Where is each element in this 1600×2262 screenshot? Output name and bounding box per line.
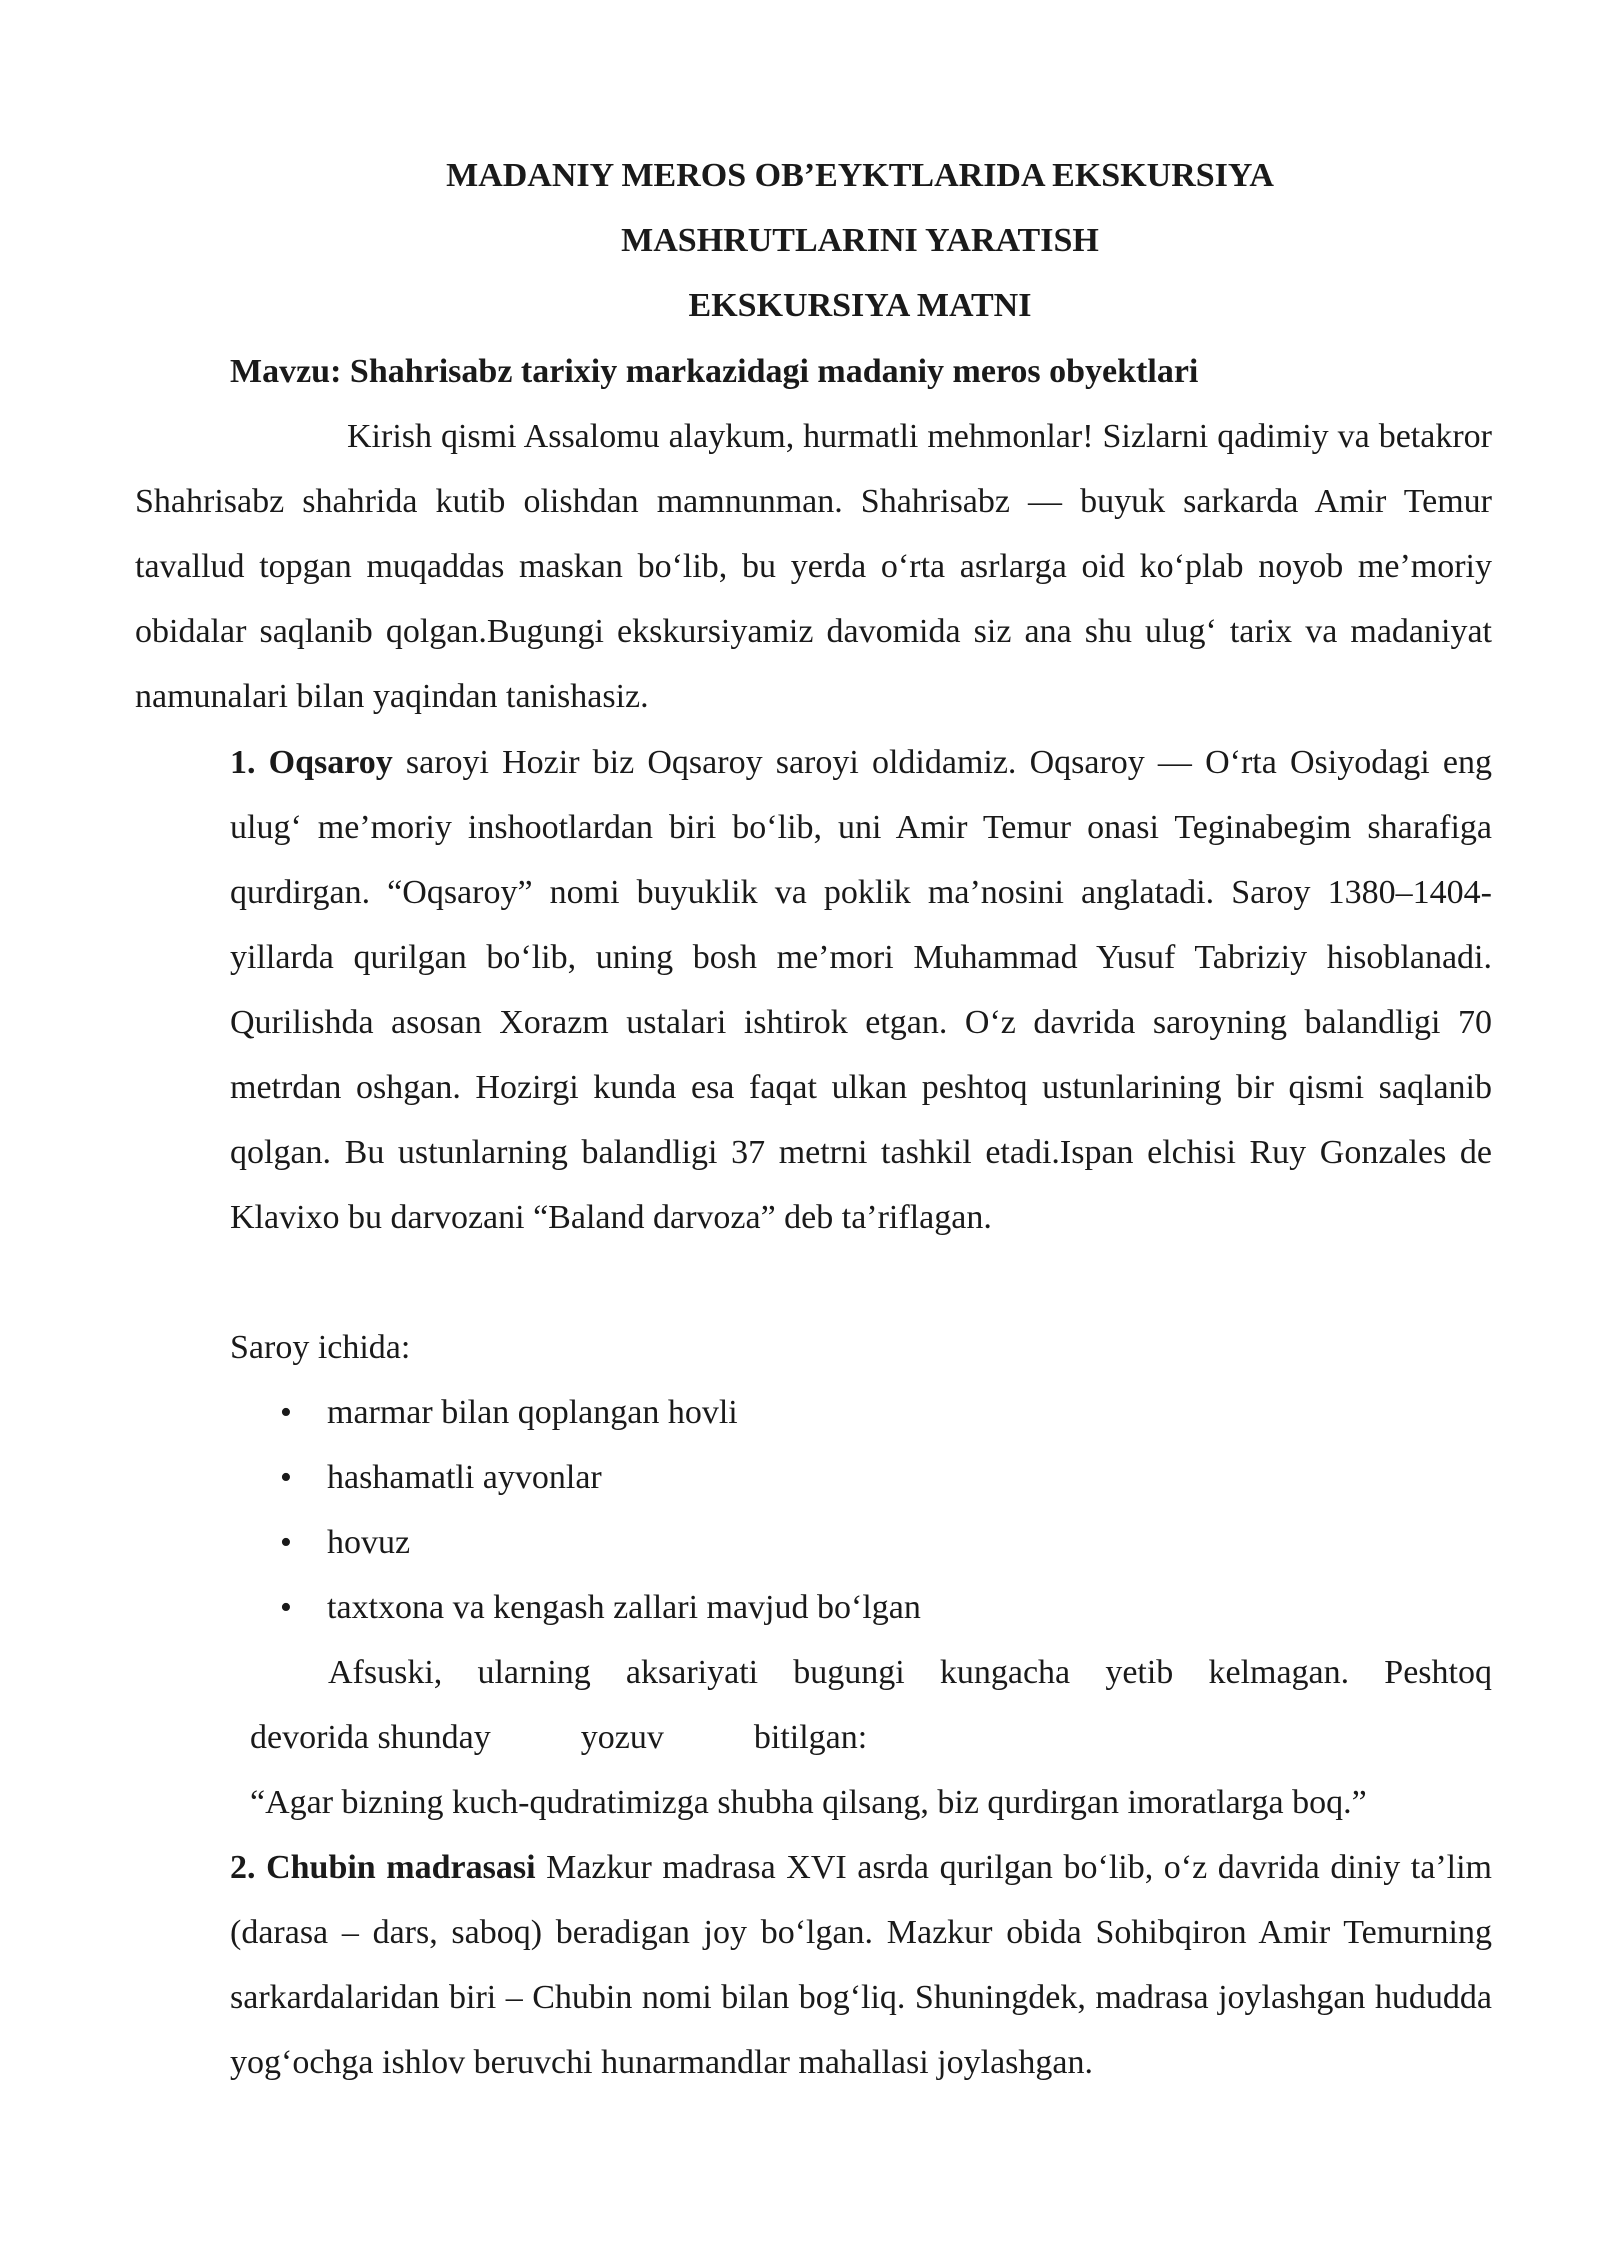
inscription-intro-word-1: devorida shunday <box>250 1719 491 1756</box>
list-intro: Saroy ichida: <box>230 1329 411 1366</box>
section-chubin-paragraph <box>230 1835 1492 2095</box>
features-list <box>230 1380 921 1640</box>
bullet-icon: • <box>280 1394 292 1431</box>
bullet-icon: • <box>280 1524 292 1561</box>
section-chubin-text: Mazkur madrasa XVI asrda qurilgan bo‘lib, o‘z davrida diniy ta’lim (darasa – dars, saboq) beradigan joy bo‘lgan. Mazkur obida Sohibqiron Amir Temurning sarkardalaridan biri – Chubin nomi bilan bog‘liq. Shuningdek, madrasa joylashgan hududda yog‘ochga ishlov beruvchi hunarmandlar mahallasi joylashgan. <box>230 1849 1492 2081</box>
section-oqsaroy-text: saroyi Hozir biz Oqsaroy saroyi oldidamiz. Oqsaroy — O‘rta Osiyodagi eng ulug‘ me’moriy inshootlardan biri bo‘lib, uni Amir Temur onasi Teginabegim sharafiga qurdirgan. “Oqsaroy” nomi buyuklik va poklik ma’nosini anglatadi. Saroy 1380–1404-yillarda qurilgan bo‘lib, uning bosh me’mori Muhammad Yusuf Tabriziy hisoblanadi. Qurilishda asosan Xorazm ustalari ishtirok etgan. O‘z davrida saroyning balandligi 70 metrdan oshgan. Hozirgi kunda esa faqat ulkan peshtoq ustunlarining bir qismi saqlanib qolgan. Bu ustunlarning balandligi 37 metrni tashkil etadi.Ispan elchisi Ruy Gonzales de Klavixo bu darvozani “Baland darvoza” deb ta’riflagan. <box>230 744 1492 1236</box>
inscription-intro-line <box>250 1705 867 1770</box>
bullet-icon: • <box>280 1459 292 1496</box>
list-item-text: marmar bilan qoplangan hovli <box>327 1394 738 1431</box>
intro-paragraph: Kirish qismi Assalomu alaykum, hurmatli mehmonlar! Sizlarni qadimiy va betakror Shahrisabz shahrida kutib olishdan mamnunman. Shahrisabz — buyuk sarkarda Amir Temur tavallud topgan muqaddas maskan bo‘lib, bu yerda o‘rta asrlarga oid ko‘plab noyob me’moriy obidalar saqlanib qolgan.Bugungi ekskursiyamiz davomida siz ana shu ulug‘ tarix va madaniyat namunalari bilan yaqindan tanishasiz. <box>135 418 1492 715</box>
list-item-text: hovuz <box>327 1524 411 1561</box>
list-item-text: hashamatli ayvonlar <box>327 1459 602 1496</box>
document-title-line-2: MASHRUTLARINI YARATISH <box>621 222 1099 259</box>
document-title-line-3: EKSKURSIYA MATNI <box>688 287 1032 324</box>
document-title-line-1: MADANIY MEROS OB’EYKTLARIDA EKSKURSIYA <box>446 157 1274 194</box>
list-item <box>230 1445 921 1510</box>
inscription-quote: “Agar bizning kuch-qudratimizga shubha qilsang, biz qurdirgan imoratlarga boq.” <box>250 1784 1367 1821</box>
list-item <box>230 1510 921 1575</box>
bullet-icon: • <box>280 1589 292 1626</box>
section-oqsaroy-heading: 1. Oqsaroy <box>230 744 393 781</box>
section-oqsaroy-paragraph <box>230 730 1492 1250</box>
afsuski-line: Afsuski, ularning aksariyati bugungi kungacha yetib kelmagan. Peshtoq <box>328 1654 1492 1691</box>
inscription-intro-word-2: yozuv <box>580 1719 664 1756</box>
inscription-intro-word-3: bitilgan: <box>753 1719 868 1756</box>
section-chubin-heading: 2. Chubin madrasasi <box>230 1849 536 1886</box>
list-item <box>230 1380 921 1445</box>
list-item-text: taxtxona va kengash zallari mavjud bo‘lgan <box>327 1589 921 1626</box>
list-item <box>230 1575 921 1640</box>
topic-heading: Mavzu: Shahrisabz tarixiy markazidagi madaniy meros obyektlari <box>230 353 1199 390</box>
